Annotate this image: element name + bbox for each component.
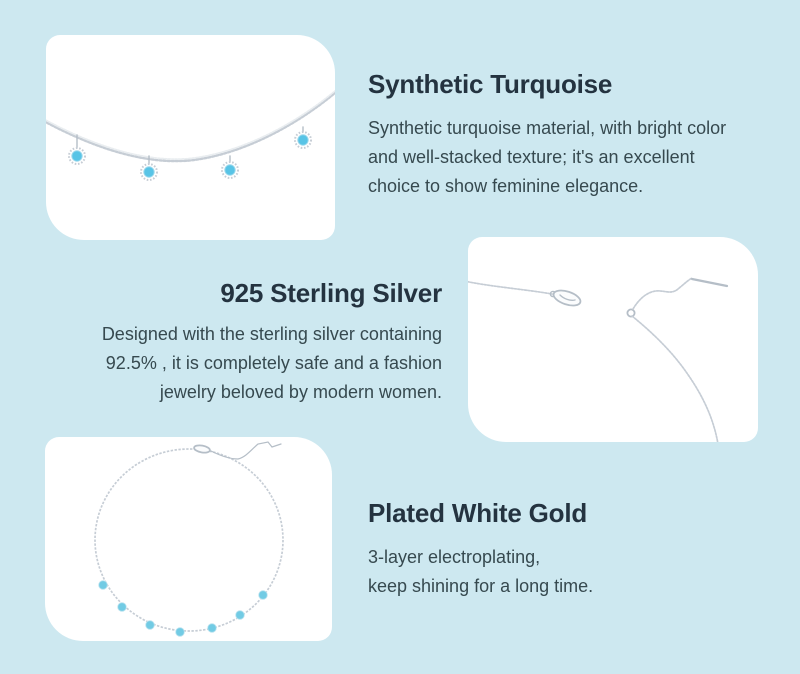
body-line: jewelry beloved by modern women. (159, 382, 442, 402)
body-line: Synthetic turquoise material, with bright color (368, 118, 727, 138)
section-body (368, 114, 788, 201)
turquoise-beads (99, 581, 268, 637)
clasp-detail-illustration (468, 237, 758, 442)
body-line: 92.5% , it is completely safe and a fashion (105, 353, 442, 373)
section-body (368, 543, 778, 601)
section-sterling-silver (12, 276, 442, 407)
necklace-drops-illustration (46, 35, 335, 240)
turquoise-charm (222, 156, 238, 178)
section-plated-white-gold (368, 496, 778, 601)
section-heading: 925 Sterling Silver (220, 278, 442, 308)
section-synthetic-turquoise (368, 67, 788, 201)
extender-tail (211, 442, 281, 459)
full-necklace-illustration (45, 437, 332, 641)
lobster-clasp (552, 288, 583, 309)
image-card-full-necklace (45, 437, 332, 641)
section-body (12, 320, 442, 407)
body-line: Designed with the sterling silver containing (101, 324, 442, 344)
section-heading: Plated White Gold (368, 498, 588, 528)
section-heading: Synthetic Turquoise (368, 69, 613, 99)
body-line: and well-stacked texture; it's an excellent (368, 147, 695, 167)
chain-curve (46, 87, 335, 161)
clasp (194, 444, 211, 453)
image-card-clasp-detail (468, 237, 758, 442)
body-line: 3-layer electroplating, (368, 547, 541, 567)
image-card-turquoise-drops (46, 35, 335, 240)
body-line: keep shining for a long time. (368, 576, 594, 596)
extender-bar (692, 279, 727, 286)
jump-ring (627, 309, 634, 316)
turquoise-charm (295, 127, 311, 148)
body-line: choice to show feminine elegance. (368, 176, 644, 196)
